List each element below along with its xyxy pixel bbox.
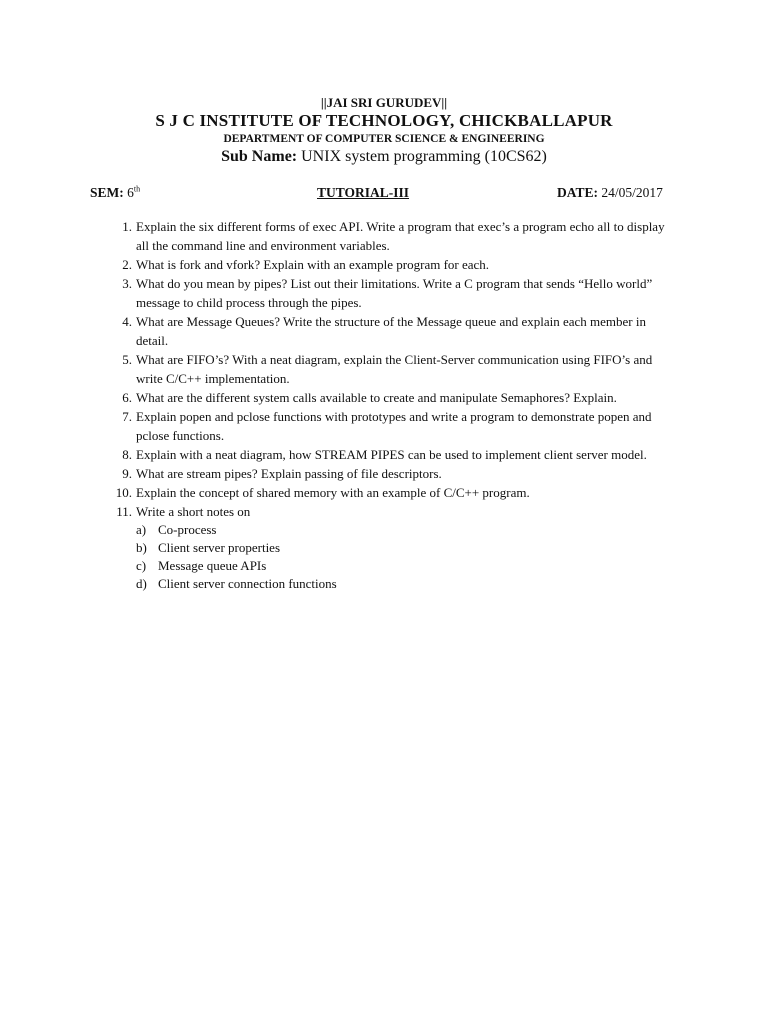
sub-question-label: b) — [136, 540, 147, 555]
date-label: DATE: — [557, 185, 599, 200]
question-number: 4. — [122, 314, 132, 329]
question-list — [0, 217, 768, 593]
question-text: What are the different system calls available to create and manipulate Semaphores? Explain. — [136, 390, 617, 405]
question-number: 5. — [122, 352, 132, 367]
question-item — [0, 445, 676, 464]
question-item — [0, 312, 676, 350]
sub-question-text: Client server properties — [158, 540, 281, 555]
question-text: What is fork and vfork? Explain with an example program for each. — [136, 257, 490, 272]
question-text: Explain with a neat diagram, how STREAM PIPES can be used to implement client server model. — [136, 447, 647, 462]
question-number: 11. — [116, 504, 132, 519]
question-text: Write a short notes on — [136, 504, 251, 519]
question-item — [0, 350, 676, 388]
tutorial-title: TUTORIAL-III — [317, 185, 410, 200]
question-item — [0, 388, 676, 407]
question-item — [0, 407, 676, 445]
date — [557, 185, 663, 201]
institute-name: S J C INSTITUTE OF TECHNOLOGY, CHICKBALLAPUR — [155, 111, 613, 130]
sem-label: SEM: — [90, 185, 124, 200]
sub-question-text: Message queue APIs — [158, 558, 267, 573]
sem-value: 6 — [127, 185, 134, 200]
question-text: Explain the six different forms of exec API. Write a program that exec’s a program echo all to display all the command line and environment variables. — [136, 219, 665, 253]
sub-question-label: a) — [136, 522, 147, 537]
question-number: 7. — [122, 409, 132, 424]
question-item — [0, 464, 676, 483]
question-item — [0, 255, 676, 274]
question-item — [0, 217, 676, 255]
question-text: What do you mean by pipes? List out their limitations. Write a C program that sends “Hello world” message to child process through the pipes. — [136, 276, 653, 310]
sub-question-label: c) — [136, 558, 147, 573]
question-number: 9. — [122, 466, 132, 481]
question-text: Explain the concept of shared memory with an example of C/C++ program. — [136, 485, 530, 500]
sem-suffix: th — [133, 184, 141, 194]
subject-value: UNIX system programming (10CS62) — [301, 148, 547, 165]
date-value: 24/05/2017 — [601, 185, 663, 200]
question-number: 1. — [122, 219, 132, 234]
meta-row — [0, 185, 768, 203]
sub-question-item — [136, 575, 676, 593]
question-number: 10. — [115, 485, 132, 500]
question-item — [0, 483, 676, 502]
question-text: What are Message Queues? Write the structure of the Message queue and explain each member in detail. — [136, 314, 647, 348]
sub-question-item — [136, 539, 676, 557]
question-number: 6. — [122, 390, 132, 405]
sub-question-label: d) — [136, 576, 147, 591]
question-item — [0, 274, 676, 312]
sub-question-text: Co-process — [158, 522, 217, 537]
question-text: Explain popen and pclose functions with prototypes and write a program to demonstrate popen and pclose functions. — [136, 409, 652, 443]
subject-line — [0, 148, 768, 166]
sub-question-item — [136, 521, 676, 539]
question-item — [0, 502, 676, 593]
motto-line: ||JAI SRI GURUDEV|| — [320, 95, 448, 110]
question-number: 2. — [122, 257, 132, 272]
question-text: What are stream pipes? Explain passing of file descriptors. — [136, 466, 442, 481]
question-number: 3. — [122, 276, 132, 291]
semester — [90, 185, 140, 201]
question-text: What are FIFO’s? With a neat diagram, explain the Client-Server communication using FIFO’s and write C/C++ implementation. — [136, 352, 653, 386]
subject-label: Sub Name: — [221, 148, 298, 165]
sub-question-item — [136, 557, 676, 575]
sub-question-list — [136, 521, 676, 593]
question-number: 8. — [122, 447, 132, 462]
department-name: DEPARTMENT OF COMPUTER SCIENCE & ENGINEERING — [223, 133, 545, 145]
sub-question-text: Client server connection functions — [158, 576, 337, 591]
